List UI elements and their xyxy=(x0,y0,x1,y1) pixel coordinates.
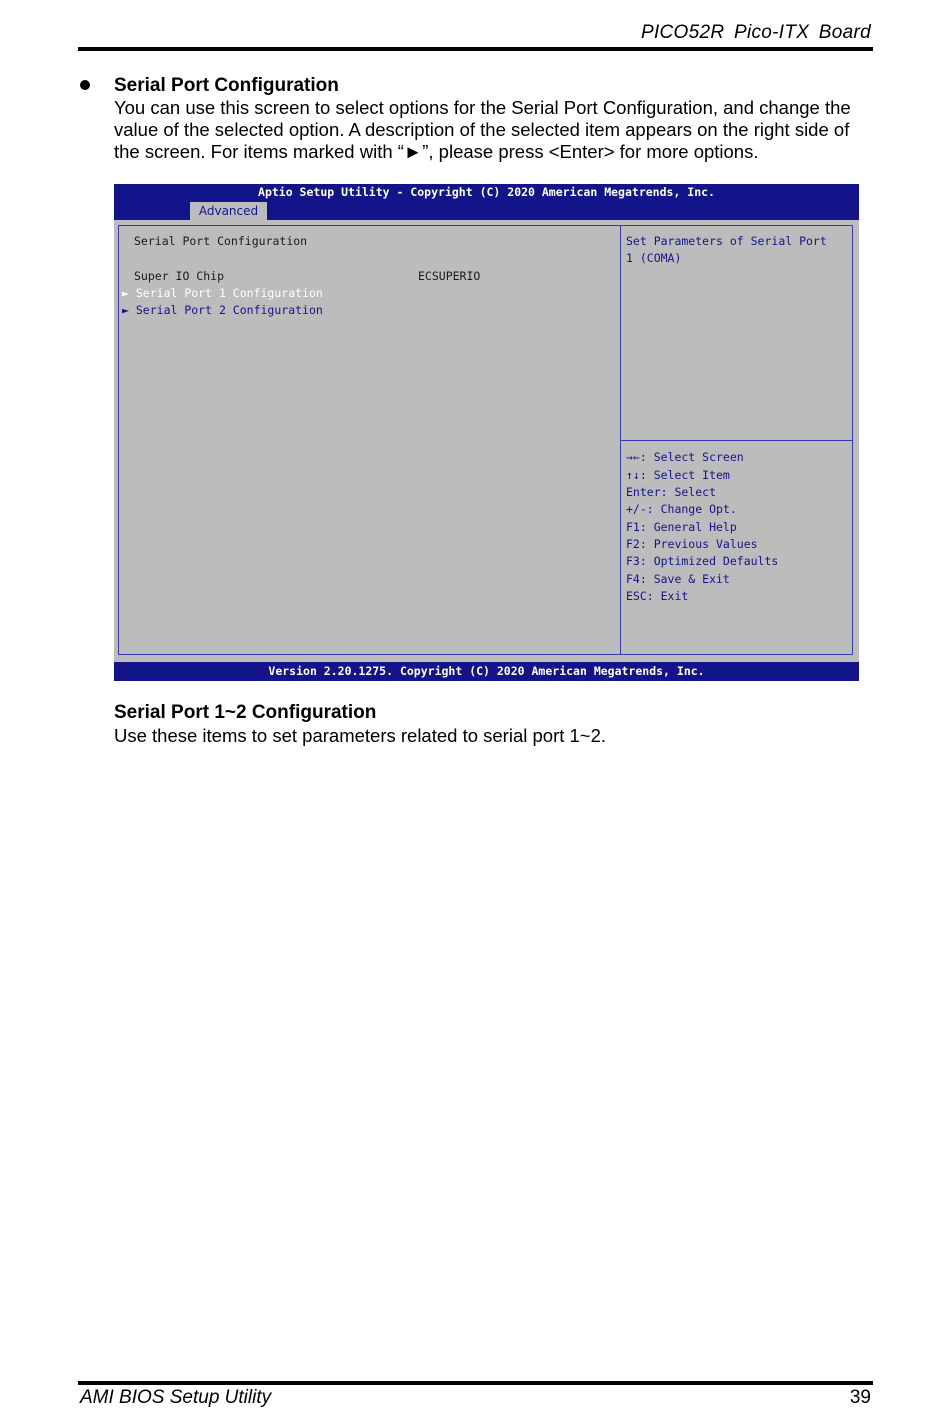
page-number: 39 xyxy=(849,1387,871,1408)
bios-divider-horizontal xyxy=(620,440,853,441)
super-io-label: Super IO Chip xyxy=(134,269,225,283)
submenu-arrow-icon: ► xyxy=(122,286,129,300)
key-hint-f3: F3: Optimized Defaults xyxy=(626,554,779,568)
section-title: Serial Port Configuration xyxy=(114,75,339,96)
submenu-arrow-icon: ► xyxy=(122,303,129,317)
bios-page-title: Serial Port Configuration xyxy=(134,234,308,248)
bios-bottom-bar xyxy=(114,662,859,681)
footer-rule xyxy=(78,1381,873,1385)
header-rule xyxy=(78,47,873,51)
subsection-body: Use these items to set parameters related to serial port 1~2. xyxy=(114,725,607,746)
bios-version-text: Version 2.20.1275. Copyright (C) 2020 American Megatrends, Inc. xyxy=(268,664,705,678)
key-hint-select-item: ↑↓: Select Item xyxy=(626,468,730,482)
menu-item-serial-port-2[interactable] xyxy=(122,303,323,317)
section-body-line: You can use this screen to select options for the Serial Port Configuration, and change the xyxy=(114,97,851,118)
bios-screenshot xyxy=(114,184,859,681)
bios-top-title: Aptio Setup Utility - Copyright (C) 2020 American Megatrends, Inc. xyxy=(258,185,715,199)
bullet-icon xyxy=(80,80,90,90)
menu-item-serial-port-1[interactable] xyxy=(122,286,323,300)
footer-title: AMI BIOS Setup Utility xyxy=(80,1387,272,1408)
super-io-value: ECSUPERIO xyxy=(418,269,481,283)
key-hint-f1: F1: General Help xyxy=(626,520,737,534)
key-hint-f4: F4: Save & Exit xyxy=(626,572,730,586)
section-body xyxy=(114,97,874,162)
key-hint-change-opt: +/-: Change Opt. xyxy=(626,502,737,516)
page-header-title: PICO52R Pico-ITX Board xyxy=(640,22,871,43)
key-hint-esc: ESC: Exit xyxy=(626,589,689,603)
bios-top-bar xyxy=(114,184,859,220)
help-text-line: 1 (COMA) xyxy=(626,251,682,265)
key-hint-enter: Enter: Select xyxy=(626,485,717,499)
menu-item-label: Serial Port 1 Configuration xyxy=(135,286,323,300)
key-hint-select-screen: →←: Select Screen xyxy=(626,450,744,464)
menu-item-label: Serial Port 2 Configuration xyxy=(135,303,323,317)
section-body-line: value of the selected option. A description of the selected item appears on the right side of xyxy=(114,118,850,140)
key-hint-f2: F2: Previous Values xyxy=(626,537,758,551)
subsection-title: Serial Port 1~2 Configuration xyxy=(114,702,377,723)
help-text-line: Set Parameters of Serial Port xyxy=(626,234,827,248)
section-body-line: the screen. For items marked with “►”, please press <Enter> for more options. xyxy=(114,140,759,162)
tab-advanced[interactable]: Advanced xyxy=(190,202,267,220)
